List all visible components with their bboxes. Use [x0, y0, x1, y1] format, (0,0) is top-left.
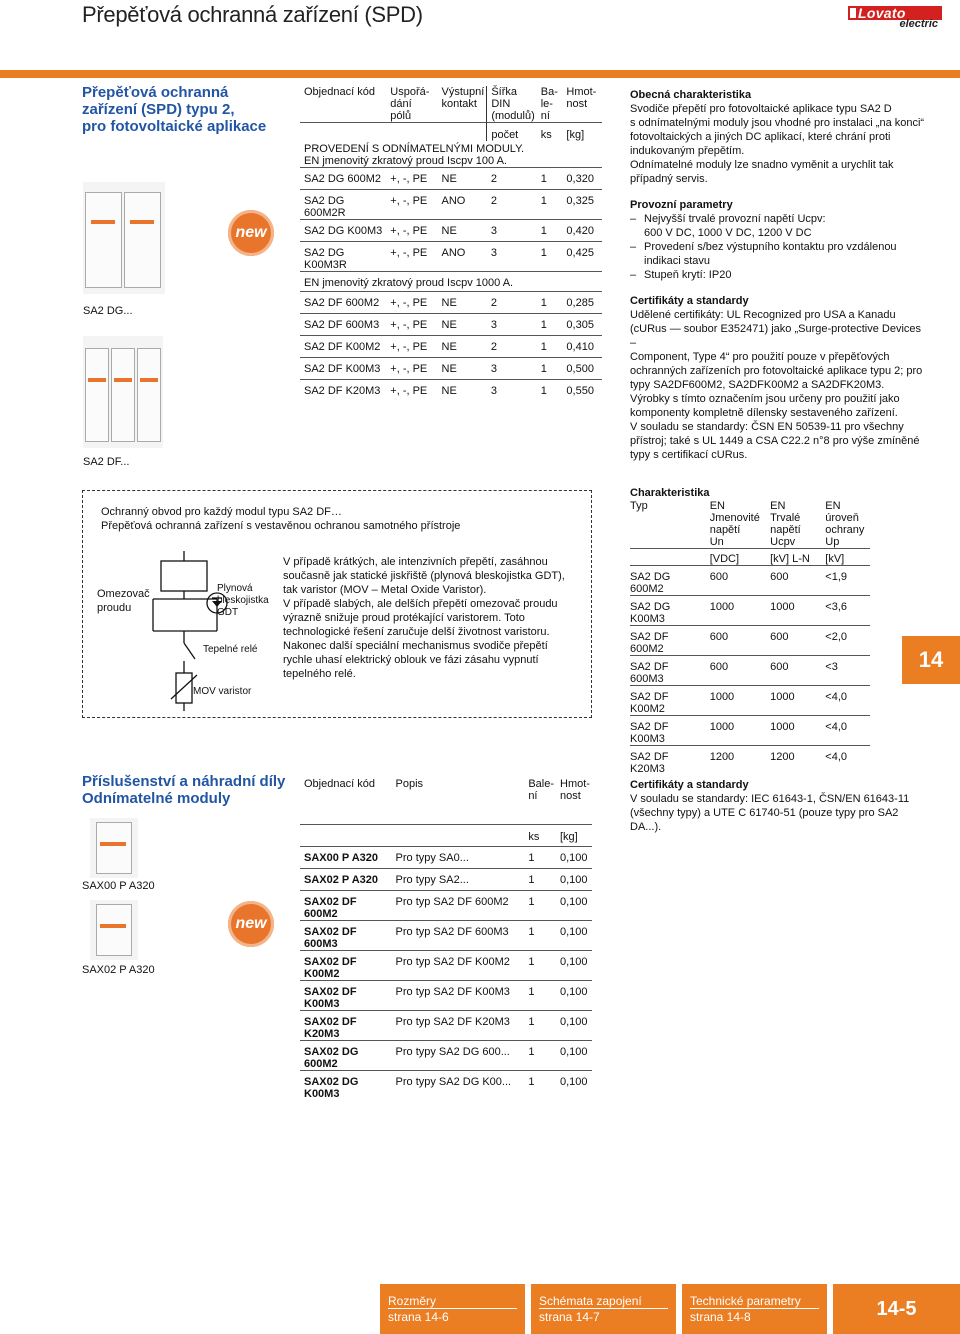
- table-cell: ANO: [438, 242, 487, 272]
- table-row: [300, 336, 602, 358]
- cert-text-line: ochranných zařízeních pro fotovoltaické aplikace typu 2; pro: [630, 365, 923, 377]
- new-badge: new: [228, 901, 274, 947]
- table-cell: SA2 DG K00M3R: [300, 242, 386, 272]
- table-cell: 1: [524, 980, 556, 1010]
- unit-count: počet: [487, 123, 537, 142]
- general-title: Obecná charakteristika: [630, 89, 752, 101]
- col-header-un: EN Jmenovité napětí Un: [709, 500, 760, 548]
- table-cell: SAX02 DG 600M2: [300, 1040, 392, 1070]
- table-cell: 3: [487, 220, 537, 242]
- table-cell: 600: [706, 656, 766, 686]
- table-cell: 1: [537, 314, 563, 336]
- protection-circuit-box: [82, 490, 592, 718]
- general-text-line: případný servis.: [630, 173, 708, 185]
- label-gdt: Plynová bleskojistka GDT: [217, 583, 269, 618]
- table-cell: +, -, PE: [386, 220, 437, 242]
- table-cell: 0,100: [556, 1070, 592, 1100]
- table-cell: 1: [537, 220, 563, 242]
- table-cell: 1: [537, 380, 563, 402]
- unit-ks: ks: [537, 123, 563, 142]
- table-row: [300, 868, 592, 890]
- table-row: [630, 716, 870, 746]
- table-cell: 0,320: [562, 168, 602, 190]
- table-cell: 3: [487, 358, 537, 380]
- table-cell: 600: [706, 566, 766, 596]
- op-item-line: indikaci stavu: [644, 255, 711, 267]
- table-cell: 1200: [706, 746, 766, 776]
- unit-ks: ks: [524, 824, 556, 846]
- cert-text-line: Udělené certifikáty: UL Recognized pro USA a Kanadu: [630, 309, 896, 321]
- table-cell: 1: [524, 920, 556, 950]
- table-cell: 0,100: [556, 980, 592, 1010]
- table-cell: 0,100: [556, 1040, 592, 1070]
- table-row: [300, 190, 602, 220]
- general-text-line: Odnímatelné moduly lze snadno vyměnit a urychlit tak: [630, 159, 894, 171]
- table-cell: SA2 DG 600M2: [630, 566, 706, 596]
- cert-text-line: typy s certifikací cURus.: [630, 449, 748, 461]
- table-cell: <1,9: [821, 566, 870, 596]
- table-cell: +, -, PE: [386, 358, 437, 380]
- table-cell: 0,100: [556, 868, 592, 890]
- table-cell: <3,6: [821, 596, 870, 626]
- table-cell: <2,0: [821, 626, 870, 656]
- table-cell: SA2 DF K00M3: [630, 716, 706, 746]
- table-cell: SAX02 DF K00M2: [300, 950, 392, 980]
- product-image-sa2-df: [83, 336, 163, 448]
- table-row: [630, 626, 870, 656]
- table-cell: 1: [537, 292, 563, 314]
- col-header-width: Šířka DIN (modulů): [487, 86, 537, 123]
- general-text-line: s odnímatelnými moduly jsou vhodné pro instalaci „na konci“: [630, 117, 925, 129]
- col-header-up: EN úroveň ochrany Up: [825, 500, 865, 548]
- table-cell: Pro typ SA2 DF K00M3: [392, 980, 525, 1010]
- table-row: [300, 380, 602, 402]
- unit-kv: [kV]: [821, 549, 870, 566]
- footer-link-wiring[interactable]: Schémata zapojení strana 14-7: [531, 1284, 676, 1334]
- table-row: [630, 686, 870, 716]
- section-title-accessories: [82, 773, 302, 807]
- table-cell: <3: [821, 656, 870, 686]
- cert-title: Certifikáty a standardy: [630, 295, 749, 307]
- characteristics-table: [630, 486, 870, 775]
- table-cell: 1: [524, 1040, 556, 1070]
- table-cell: +, -, PE: [386, 292, 437, 314]
- general-characteristics: Obecná charakteristika Svodiče přepětí pro fotovoltaické aplikace typu SA2 D s odnímatelnými moduly jsou vhodné pro instalaci „na konci“ fotovoltaických a jiných DC aplikací, které chrání proti indukovaným přepětím. Odnímatelné moduly lze snadno vyměnit a urychlit tak případný servis. Provozní parametry – Nejvyšší trvalé provozní napětí Ucpv: 600 V DC, 1000 V DC, 1200 V DC – Provedení s/bez výstupního kontaktu pro vzdálenou indikaci stavu – Stupeň krytí: IP20 Certifikáty a standardy Udělené certifikáty: UL Recognized pro USA a Kanadu (cURus — soubor E352471) jako „Surge-protective Devices – Component, Type 4“ pro použití pouze v přepěťových ochranných zařízeních pro fotovoltaické aplikace typu 2; pro typy SA2DF600M2, SA2DFK00M2 a SA2DFK20M3. Výrobky s tímto označením jsou určeny pro použití jako komponenty kompletně dílensky sestaveného zařízení. V souladu se standardy: ČSN EN 50539-11 pro všechny přístroj; také s UL 1449 a CSA C22.2 n°8 pro výše zmíněné typy s certifikací cURus.: [630, 88, 930, 462]
- table-cell: SA2 DF K00M2: [630, 686, 706, 716]
- table-cell: NE: [438, 314, 487, 336]
- table-row: [300, 242, 602, 272]
- table-row: [300, 1010, 592, 1040]
- product-label-dg: SA2 DG...: [83, 305, 133, 317]
- table-cell: 0,285: [562, 292, 602, 314]
- table-cell: 1: [537, 190, 563, 220]
- table-cell: NE: [438, 336, 487, 358]
- cert-text-line: Component, Type 4“ pro použití pouze v přepěťových: [630, 351, 890, 363]
- table-cell: SA2 DG K00M3: [300, 220, 386, 242]
- accessory-label-2: SAX02 P A320: [82, 964, 155, 976]
- table-cell: SAX02 DF K20M3: [300, 1010, 392, 1040]
- product-table: [300, 86, 602, 402]
- col-header-type: Typ: [630, 500, 648, 512]
- diagram-text-line: V případě slabých, ale delších přepětí omezovač proudu: [283, 598, 558, 610]
- group2-note: EN jmenovitý zkratový proud Iscpv 1000 A.: [300, 272, 602, 292]
- table-cell: Pro typy SA0...: [392, 846, 525, 868]
- diagram-text-line: technologické řešení zaručuje delší životnost varistoru.: [283, 626, 550, 638]
- label-thermal-relay: Tepelné relé: [203, 644, 258, 655]
- table-cell: <4,0: [821, 716, 870, 746]
- unit-kv-ln: [kV] L-N: [766, 549, 821, 566]
- col-header-packing: Bale- ní: [528, 778, 554, 802]
- table-cell: 0,420: [562, 220, 602, 242]
- diagram-text-line: výrazně snižuje proud protékající varistorem. Toto: [283, 612, 525, 624]
- col-header-packing: Ba- le- ní: [540, 86, 558, 122]
- col-header-ucpv: EN Trvalé napětí Ucpv: [770, 500, 801, 548]
- table-row: [300, 314, 602, 336]
- section-title-spd: [82, 84, 292, 135]
- table-cell: 2: [487, 292, 537, 314]
- general-text-line: fotovoltaických a jiných DC aplikací, které chrání proti: [630, 131, 891, 143]
- lovato-logo: [848, 6, 942, 28]
- cert-text-line: přístroj; také s UL 1449 a CSA C22.2 n°8 pro výše zmíněné: [630, 435, 920, 447]
- table-cell: NE: [438, 380, 487, 402]
- unit-vdc: [VDC]: [706, 549, 766, 566]
- table-cell: SA2 DF K00M3: [300, 358, 386, 380]
- new-badge: new: [228, 210, 274, 256]
- table-cell: 1: [537, 168, 563, 190]
- table-cell: 1: [524, 868, 556, 890]
- table-cell: Pro typ SA2 DF K20M3: [392, 1010, 525, 1040]
- section-title-line: pro fotovoltaické aplikace: [82, 118, 267, 135]
- cert-text-line: komponenty kompletně dílensky sestaveného zařízení.: [630, 407, 898, 419]
- table-cell: SAX02 DF K00M3: [300, 980, 392, 1010]
- table-cell: Pro typy SA2 DG K00...: [392, 1070, 525, 1100]
- table-row: [300, 980, 592, 1010]
- cert-line: (všechny typy) a UTE C 61740-51 (pouze typy pro SA2 DA...).: [630, 807, 899, 833]
- header-band: [0, 70, 960, 78]
- table-cell: Pro typy SA2 DG 600...: [392, 1040, 525, 1070]
- cert-title: Certifikáty a standardy: [630, 779, 749, 791]
- table-cell: 1: [524, 1070, 556, 1100]
- table-cell: 2: [487, 168, 537, 190]
- table-cell: SA2 DF 600M2: [300, 292, 386, 314]
- table-cell: 2: [487, 190, 537, 220]
- table-row: [300, 168, 602, 190]
- general-text-line: indukovaným přepětím.: [630, 145, 745, 157]
- diagram-text-line: tepelného relé.: [283, 668, 356, 680]
- product-image-sax02: [90, 900, 138, 960]
- table-cell: SA2 DG 600M2R: [300, 190, 386, 220]
- logo-name: Lovato: [858, 5, 906, 21]
- table-cell: SA2 DG K00M3: [630, 596, 706, 626]
- unit-kg: [kg]: [562, 123, 602, 142]
- table-cell: 1: [524, 950, 556, 980]
- table-cell: 3: [487, 242, 537, 272]
- table-cell: SAX02 DF 600M2: [300, 890, 392, 920]
- table-cell: 0,550: [562, 380, 602, 402]
- footer-link-technical[interactable]: Technické parametry strana 14-8: [682, 1284, 827, 1334]
- table-row: [300, 1070, 592, 1100]
- table-cell: 0,100: [556, 846, 592, 868]
- accessory-label-1: SAX00 P A320: [82, 880, 155, 892]
- table-cell: SA2 DG 600M2: [300, 168, 386, 190]
- group1-note: EN jmenovitý zkratový proud Iscpv 100 A.: [304, 155, 507, 167]
- table-cell: 0,100: [556, 950, 592, 980]
- table-cell: 1000: [706, 686, 766, 716]
- op-item-line: 600 V DC, 1000 V DC, 1200 V DC: [644, 227, 812, 239]
- col-header-code: Objednací kód: [304, 86, 375, 98]
- col-header-description: Popis: [395, 778, 424, 790]
- table-cell: NE: [438, 292, 487, 314]
- table-cell: 0,100: [556, 920, 592, 950]
- col-header-mass: Hmot- nost: [566, 86, 597, 110]
- table-row: [300, 846, 592, 868]
- product-label-df: SA2 DF...: [83, 456, 130, 468]
- op-item-line: Provedení s/bez výstupního kontaktu pro vzdálenou: [644, 241, 897, 253]
- page-header-title: Přepěťová ochranná zařízení (SPD): [82, 2, 423, 27]
- table-cell: +, -, PE: [386, 190, 437, 220]
- accessories-certificates: [630, 778, 930, 834]
- table-cell: 600: [706, 626, 766, 656]
- table-row: [630, 566, 870, 596]
- table-cell: +, -, PE: [386, 242, 437, 272]
- table-row: [300, 950, 592, 980]
- section-title-line: zařízení (SPD) typu 2,: [82, 101, 235, 118]
- table-cell: 0,325: [562, 190, 602, 220]
- accessories-table: [300, 778, 592, 1100]
- diagram-text-line: V případě krátkých, ale intenzivních přepětí, zasáhnou: [283, 556, 548, 568]
- table-cell: 0,305: [562, 314, 602, 336]
- table-cell: SA2 DF 600M2: [630, 626, 706, 656]
- col-header-mass: Hmot- nost: [560, 778, 590, 802]
- table-cell: 3: [487, 380, 537, 402]
- cert-text-line: (cURus — soubor E352471) jako „Surge-protective Devices –: [630, 323, 922, 349]
- op-item-line: Nejvyšší trvalé provozní napětí Ucpv:: [644, 213, 826, 225]
- label-mov: MOV varistor: [193, 686, 252, 697]
- product-image-sax00: [90, 818, 138, 878]
- table-cell: ANO: [438, 190, 487, 220]
- table-row: [630, 746, 870, 776]
- table-cell: SA2 DF 600M3: [630, 656, 706, 686]
- table-cell: <4,0: [821, 686, 870, 716]
- table-cell: SAX02 DG K00M3: [300, 1070, 392, 1100]
- table-cell: +, -, PE: [386, 314, 437, 336]
- table-cell: 1: [524, 846, 556, 868]
- label-current-limiter: Omezovač proudu: [97, 588, 150, 614]
- page-number: 14-5: [833, 1284, 960, 1334]
- table-cell: 0,500: [562, 358, 602, 380]
- table-cell: Pro typy SA2...: [392, 868, 525, 890]
- table-cell: 1: [524, 890, 556, 920]
- operating-params-title: Provozní parametry: [630, 199, 733, 211]
- table-cell: 1000: [766, 716, 821, 746]
- product-image-sa2-dg: [83, 182, 165, 294]
- footer-link-dimensions[interactable]: Rozměry strana 14-6: [380, 1284, 525, 1334]
- table-cell: 0,100: [556, 1010, 592, 1040]
- diagram-text-line: rychle uhasí elektrický oblouk ve fázi zásahu vypnutí: [283, 654, 539, 666]
- cert-text-line: Výrobky s tímto označením jsou určeny pro použití jako: [630, 393, 900, 405]
- table-cell: 0,410: [562, 336, 602, 358]
- cert-text-line: V souladu se standardy: ČSN EN 50539-11 pro všechny: [630, 421, 904, 433]
- chapter-tab: 14: [902, 636, 960, 684]
- table-cell: 600: [766, 566, 821, 596]
- table-cell: NE: [438, 168, 487, 190]
- table-cell: NE: [438, 220, 487, 242]
- table-cell: NE: [438, 358, 487, 380]
- table-cell: +, -, PE: [386, 336, 437, 358]
- col-header-code: Objednací kód: [304, 778, 375, 790]
- col-header-arrangement: Uspořá- dání pólů: [390, 86, 430, 122]
- cert-line: V souladu se standardy: IEC 61643-1, ČSN/EN 61643-11: [630, 793, 910, 805]
- table-row: [630, 656, 870, 686]
- diagram-text-line: tak varistor (MOV – Metal Oxide Varistor).: [283, 584, 487, 596]
- table-cell: 1: [537, 336, 563, 358]
- table-cell: 0,425: [562, 242, 602, 272]
- section-title-line: Příslušenství a náhradní díly: [82, 773, 286, 790]
- section-title-line: Přepěťová ochranná: [82, 84, 229, 101]
- table-cell: 1000: [766, 686, 821, 716]
- table-cell: 3: [487, 314, 537, 336]
- diagram-title: Ochranný obvod pro každý modul typu SA2 DF… Přepěťová ochranná zařízení s vestavěnou ochranou samotného přístroje: [101, 506, 461, 532]
- table-cell: SA2 DF K00M2: [300, 336, 386, 358]
- table-cell: 600: [766, 626, 821, 656]
- logo-sub: electric: [899, 18, 938, 30]
- section-title-line: Odnímatelné moduly: [82, 790, 231, 807]
- table-cell: SAX02 P A320: [300, 868, 392, 890]
- table-cell: SAX00 P A320: [300, 846, 392, 868]
- table-cell: Pro typ SA2 DF 600M3: [392, 920, 525, 950]
- table-row: [300, 220, 602, 242]
- table-cell: SA2 DF K20M3: [300, 380, 386, 402]
- table-cell: 1000: [706, 716, 766, 746]
- diagram-text-line: současně jak statické jiskřiště (plynová bleskojistka GDT),: [283, 570, 565, 582]
- table-cell: 1200: [766, 746, 821, 776]
- table-cell: Pro typ SA2 DF 600M2: [392, 890, 525, 920]
- table-cell: 1: [524, 1010, 556, 1040]
- table-cell: SA2 DF K20M3: [630, 746, 706, 776]
- table-cell: 1: [537, 242, 563, 272]
- table-cell: SA2 DF 600M3: [300, 314, 386, 336]
- table-row: [300, 1040, 592, 1070]
- op-item-line: Stupeň krytí: IP20: [644, 269, 732, 281]
- table-row: [300, 890, 592, 920]
- col-header-output: Výstupní kontakt: [441, 86, 485, 110]
- unit-kg: [kg]: [556, 824, 592, 846]
- table-cell: +, -, PE: [386, 380, 437, 402]
- diagram-text-line: Nakonec další speciální mechanismus svodiče přepětí: [283, 640, 548, 652]
- table-row: [300, 292, 602, 314]
- table-cell: <4,0: [821, 746, 870, 776]
- table-row: [300, 920, 592, 950]
- table-cell: Pro typ SA2 DF K00M2: [392, 950, 525, 980]
- table-cell: 1000: [706, 596, 766, 626]
- table-cell: 1: [537, 358, 563, 380]
- table-cell: 2: [487, 336, 537, 358]
- characteristics-title: Charakteristika: [630, 487, 710, 499]
- group1-note: PROVEDENÍ S ODNÍMATELNÝMI MODULY.: [304, 143, 525, 155]
- table-cell: 0,100: [556, 890, 592, 920]
- table-cell: SAX02 DF 600M3: [300, 920, 392, 950]
- table-cell: +, -, PE: [386, 168, 437, 190]
- table-row: [300, 358, 602, 380]
- cert-text-line: typy SA2DF600M2, SA2DFK00M2 a SA2DFK20M3.: [630, 379, 885, 391]
- general-text-line: Svodiče přepětí pro fotovoltaické aplikace typu SA2 D: [630, 103, 892, 115]
- table-cell: 1000: [766, 596, 821, 626]
- table-cell: 600: [766, 656, 821, 686]
- table-row: [630, 596, 870, 626]
